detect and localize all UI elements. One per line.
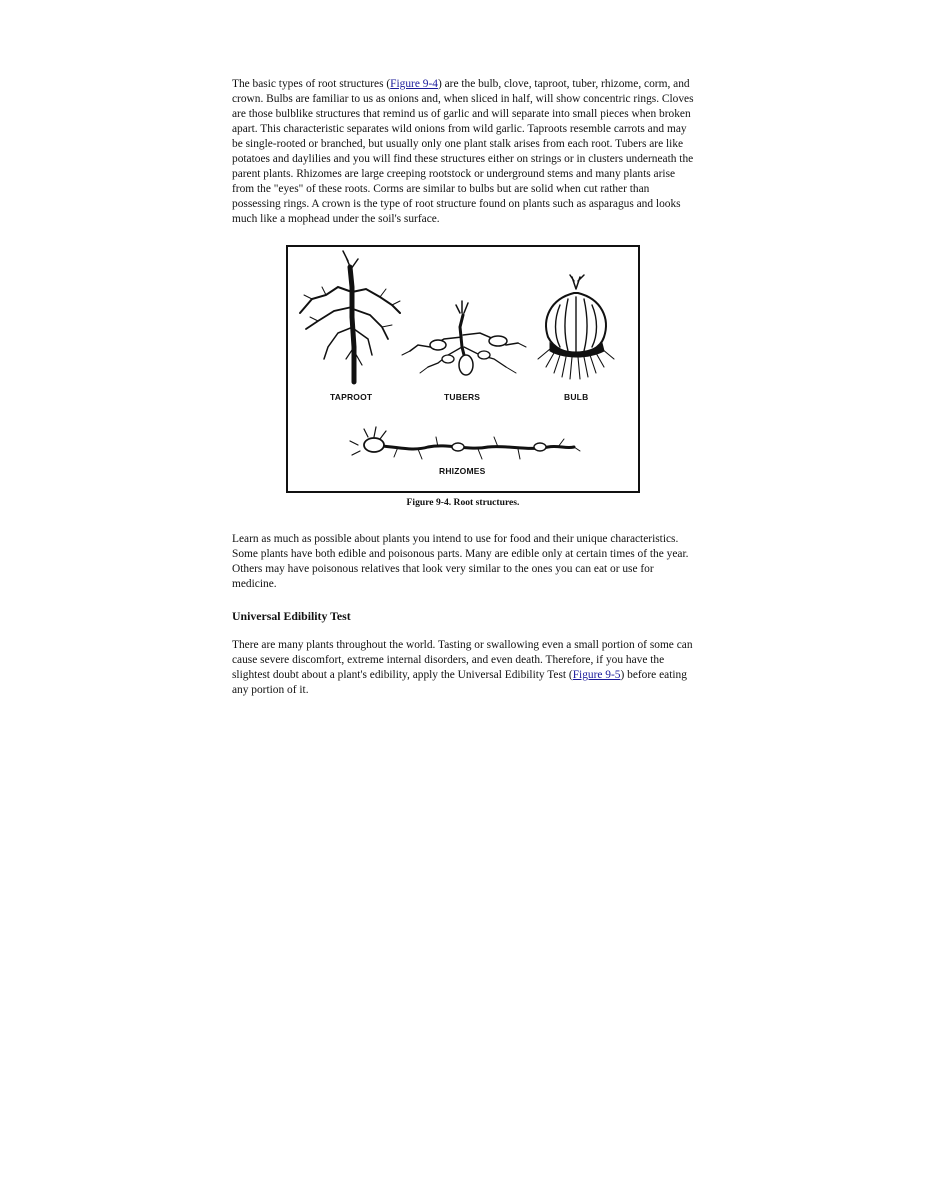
bulb-drawing — [538, 275, 614, 379]
section-heading: Universal Edibility Test — [232, 609, 351, 623]
root-illustrations — [288, 247, 638, 491]
edibility-text-start: There are many plants throughout the world. Tasting or swallowing even a small portion of some can cause severe discomfort, extreme internal disorders, and even death. Therefore, if you have the slightest doubt about a plant's edibility, apply the Universal Edibility Test ( — [232, 639, 693, 681]
document-page — [232, 77, 700, 698]
intro-text-start: The basic types of root structures ( — [232, 78, 391, 90]
plants-knowledge-paragraph: Learn as much as possible about plants you intend to use for food and their unique characteristics. Some plants have both edible and poisonous parts. Many are edible only at certain times of the year. Others may have poisonous relatives that look very similar to the ones you can eat or use for medicine. — [232, 533, 689, 590]
edibility-text-end: ) before eating any portion of it. — [232, 669, 687, 696]
rhizomes-drawing — [350, 427, 580, 459]
figure-caption: Figure 9-4. Root structures. — [406, 497, 520, 508]
tubers-drawing — [402, 301, 526, 375]
taproot-drawing — [300, 251, 400, 382]
taproot-label: TAPROOT — [330, 392, 373, 402]
rhizomes-label: RHIZOMES — [439, 466, 486, 476]
figure-9-5-link[interactable]: Figure 9-5 — [572, 669, 621, 681]
root-structures-figure — [286, 245, 640, 508]
figure-9-4-link[interactable]: Figure 9-4 — [390, 78, 438, 90]
edibility-paragraph — [232, 638, 700, 698]
bulb-label: BULB — [564, 392, 589, 402]
intro-text-end: ) are the bulb, clove, taproot, tuber, rhizome, corm, and crown. Bulbs are familiar to us as onions and, when sliced in half, will show concentric rings. Cloves are those bulblike structures that remind us of garlic and will separate into small pieces when broken apart. This characteristic separates wild onions from wild garlic. Taproots resemble carrots and may be single-rooted or branched, but usually only one plant stalk arises from each root. Tubers are like potatoes and daylilies and you will find these structures either on strings or in clusters underneath the parent plants. Rhizomes are large creeping rootstock or underground stems and many plants arise from the "eyes" of these roots. Corms are similar to bulbs but are solid when cut rather than possessing rings. A crown is the type of root structure found on plants such as asparagus and looks much like a mophead under the soil's surface. — [232, 78, 694, 225]
tubers-label: TUBERS — [444, 392, 481, 402]
figure-frame — [286, 245, 640, 493]
intro-paragraph — [232, 77, 700, 227]
